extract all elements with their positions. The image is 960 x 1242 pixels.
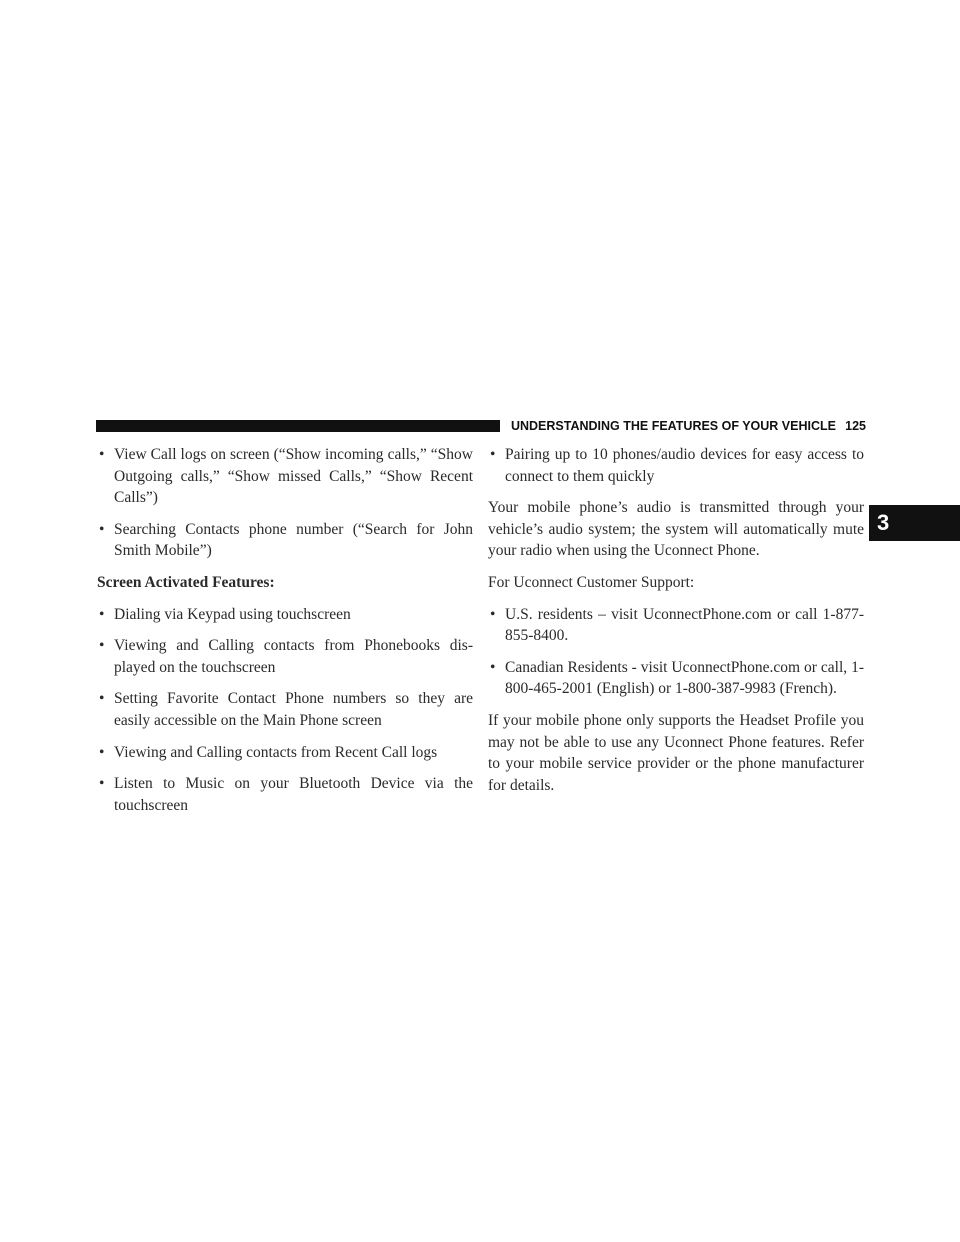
list-item (97, 519, 473, 562)
right-column (488, 444, 864, 806)
list-item-text: Listen to Music on your Bluetooth Device via the touchscreen (114, 775, 473, 814)
list-item (97, 773, 473, 816)
section-title: UNDERSTANDING THE FEATURES OF YOUR VEHICLE (510, 419, 836, 433)
bullet-icon: • (99, 605, 105, 623)
bullet-icon: • (99, 690, 105, 708)
list-item (97, 742, 473, 764)
list-item (488, 444, 864, 487)
bullet-icon: • (490, 446, 496, 463)
bullet-icon: • (490, 605, 496, 623)
bullet-icon: • (99, 446, 105, 463)
list-item (97, 604, 473, 626)
list-item-text: Viewing and Calling contacts from Recent Call logs (114, 743, 438, 761)
list-item-text: Viewing and Calling contacts from Phonebooks dis-played on the touchscreen (114, 637, 473, 676)
list-item (488, 604, 864, 647)
list-item-text: Canadian Residents - visit UconnectPhone.com or call, 1-800-465-2001 (English) or 1-800-387-9983 (French). (505, 658, 864, 698)
section-heading: Screen Activated Features: (97, 573, 275, 591)
list-item (97, 688, 473, 731)
left-column (97, 444, 473, 826)
paragraph-support-intro: For Uconnect Customer Support: (488, 573, 695, 591)
chapter-tab: 3 (869, 505, 960, 541)
list-item (97, 635, 473, 678)
list-item-text: Setting Favorite Contact Phone numbers so they are easily accessible on the Main Phone screen (114, 690, 473, 729)
list-item-text: U.S. residents – visit UconnectPhone.com or call 1-877-855-8400. (505, 605, 864, 645)
list-item-text: Dialing via Keypad using touchscreen (114, 605, 351, 623)
paragraph-headset: If your mobile phone only supports the Headset Profile you may not be able to use any Uconnect Phone features. Refer to your mobile service provider or the phone manufacturer for details. (488, 711, 864, 794)
bullet-icon: • (99, 520, 105, 538)
page-number: 125 (845, 419, 866, 433)
bullet-icon: • (99, 743, 105, 761)
bullet-icon: • (490, 658, 496, 676)
paragraph-audio: Your mobile phone’s audio is transmitted through your vehicle’s audio system; the system will automatically mute your radio when using the Uconnect Phone. (488, 499, 864, 560)
bullet-icon: • (99, 637, 105, 655)
bullet-icon: • (99, 775, 105, 793)
list-item-text: Searching Contacts phone number (“Search for John Smith Mobile”) (114, 520, 473, 560)
list-item (488, 657, 864, 700)
header-rule (96, 420, 500, 432)
list-item (97, 444, 473, 509)
list-item-text: Pairing up to 10 phones/audio devices for easy access to connect to them quickly (505, 446, 864, 485)
list-item-text: View Call logs on screen (“Show incoming calls,” “Show Outgoing calls,” “Show missed Calls,” “Show Recent Calls”) (114, 446, 473, 507)
